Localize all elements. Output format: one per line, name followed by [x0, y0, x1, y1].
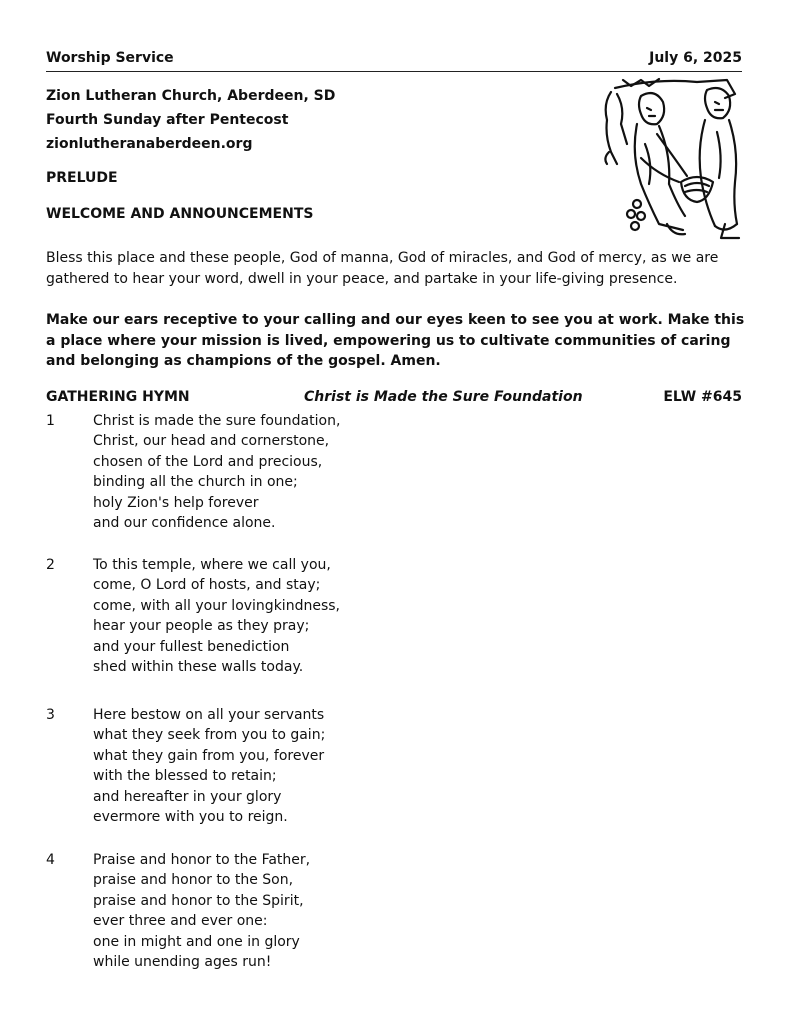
verse-line: binding all the church in one; [93, 474, 298, 491]
figures-with-basket-illustration [597, 74, 747, 244]
verse-line: one in might and one in glory [93, 933, 300, 950]
verse-number: 4 [46, 852, 55, 868]
verse-line: and our confidence alone. [93, 515, 276, 532]
hymn-label: GATHERING HYMN [46, 389, 190, 405]
verse-line: ever three and ever one: [93, 913, 268, 930]
verse-lines [93, 411, 340, 533]
verse-number: 2 [46, 557, 55, 573]
verse-line: Christ is made the sure foundation, [93, 413, 341, 429]
verse-line: To this temple, where we call you, [93, 557, 331, 573]
verse-line: while unending ages run! [93, 954, 272, 971]
verse-line: what they seek from you to gain; [93, 727, 326, 744]
prelude-heading: PRELUDE [46, 170, 118, 186]
welcome-paragraph: Bless this place and these people, God of manna, God of miracles, and God of mercy, as we are gathered to hear your word, dwell in your peace, and partake in your life-giving presence. [46, 250, 719, 287]
verse-line: and hereafter in your glory [93, 788, 282, 805]
hymn-header [46, 389, 742, 409]
verse-line: hear your people as they pray; [93, 618, 310, 635]
verse-line: praise and honor to the Son, [93, 872, 294, 889]
verse-number: 1 [46, 413, 55, 429]
church-name: Zion Lutheran Church, Aberdeen, SD [46, 88, 336, 104]
verse-line: Christ, our head and cornerstone, [93, 433, 330, 450]
verse-line: what they gain from you, forever [93, 747, 325, 764]
prayer-paragraph: Make our ears receptive to your calling and our eyes keen to see you at work. Make this a place where your mission is lived, empowering us to cultivate communities of caring and belonging as champions of the gospel. Amen. [46, 312, 745, 369]
service-title: Worship Service [46, 50, 174, 66]
hymn-title: Christ is Made the Sure Foundation [304, 389, 583, 405]
welcome-heading: WELCOME AND ANNOUNCEMENTS [46, 206, 314, 222]
page-header [46, 50, 742, 72]
church-occasion: Fourth Sunday after Pentecost [46, 112, 289, 128]
verse-line: with the blessed to retain; [93, 768, 277, 785]
verse-line: come, with all your lovingkindness, [93, 597, 340, 614]
church-info [46, 84, 335, 156]
verse-line: Here bestow on all your servants [93, 707, 325, 723]
verse-line: praise and honor to the Spirit, [93, 892, 304, 909]
verse-lines [93, 850, 310, 972]
verse-line: come, O Lord of hosts, and stay; [93, 577, 321, 594]
verse-lines [93, 705, 325, 827]
verse-line: Praise and honor to the Father, [93, 852, 311, 868]
verse-line: shed within these walls today. [93, 659, 304, 676]
verse-lines [93, 555, 340, 677]
church-website: zionlutheranaberdeen.org [46, 136, 253, 152]
service-date: July 6, 2025 [649, 50, 742, 66]
verse-line: and your fullest benediction [93, 638, 290, 655]
hymn-number: ELW #645 [663, 389, 742, 405]
verse-number: 3 [46, 707, 55, 723]
verse-line: evermore with you to reign. [93, 809, 288, 826]
verse-line: holy Zion's help forever [93, 494, 259, 511]
verse-line: chosen of the Lord and precious, [93, 453, 323, 470]
